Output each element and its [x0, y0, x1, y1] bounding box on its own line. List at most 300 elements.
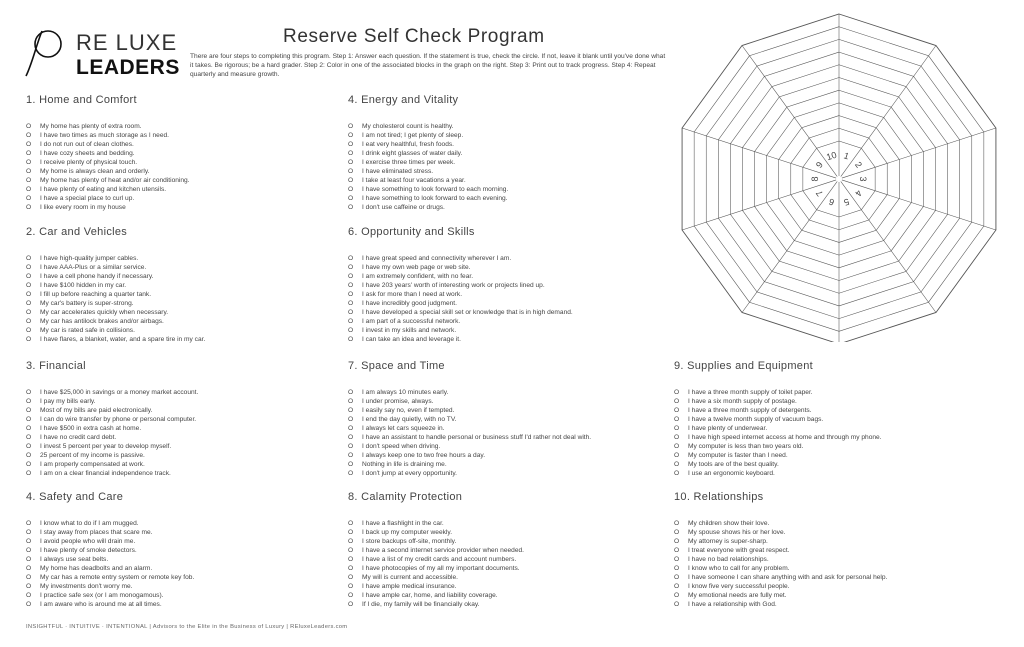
check-circle[interactable]: O — [348, 264, 354, 272]
checklist-item — [348, 308, 668, 317]
checklist-item-text: I have no bad relationships. — [688, 556, 769, 564]
checklist-item-text: My computer is faster than I need. — [688, 452, 788, 460]
checklist-item — [674, 555, 994, 564]
checklist-item-text: I have plenty of eating and kitchen utensils. — [40, 186, 167, 194]
checklist-item — [348, 451, 668, 460]
checklist-item — [348, 167, 668, 176]
checklist-item — [26, 140, 346, 149]
checklist-item — [348, 406, 668, 415]
checklist-item-text: I am always 10 minutes early. — [362, 389, 449, 396]
checklist-item-text: I have a three month supply of detergents. — [688, 407, 812, 415]
checklist-item-text: My will is current and accessible. — [362, 574, 459, 582]
check-circle[interactable]: O — [348, 327, 354, 335]
checklist-item — [26, 335, 346, 344]
check-circle[interactable]: O — [674, 452, 680, 460]
check-circle[interactable]: O — [26, 132, 32, 140]
checklist-item — [26, 203, 346, 212]
check-circle[interactable]: O — [348, 309, 354, 317]
check-circle[interactable]: O — [26, 255, 32, 262]
check-circle[interactable]: O — [26, 538, 32, 546]
check-circle[interactable]: O — [348, 318, 354, 326]
section-relationships — [674, 491, 994, 609]
checklist-item-text: I have flares, a blanket, water, and a spare tire in my car. — [40, 336, 206, 344]
checklist-item-text: I have a special place to curl up. — [40, 195, 135, 203]
checklist — [26, 388, 346, 478]
check-circle[interactable]: O — [26, 547, 32, 555]
checklist-item — [26, 131, 346, 140]
check-circle[interactable]: O — [26, 123, 32, 130]
checklist-item-text: I do not run out of clean clothes. — [40, 141, 134, 149]
checklist-item — [348, 185, 668, 194]
check-circle[interactable]: O — [26, 425, 32, 433]
logo-mark-icon — [22, 26, 70, 78]
checklist-item-text: I always let cars squeeze in. — [362, 425, 445, 433]
checklist-item-text: I easily say no, even if tempted. — [362, 407, 455, 415]
check-circle[interactable]: O — [348, 443, 354, 451]
check-circle[interactable]: O — [674, 389, 680, 396]
check-circle[interactable]: O — [26, 556, 32, 564]
check-circle[interactable]: O — [348, 336, 354, 344]
checklist-item — [348, 397, 668, 406]
checklist-item — [348, 203, 668, 212]
check-circle[interactable]: O — [348, 273, 354, 281]
check-circle[interactable]: O — [348, 529, 354, 537]
check-circle[interactable]: O — [348, 255, 354, 262]
checklist-item — [348, 326, 668, 335]
checklist-item-text: I pay my bills early. — [40, 398, 96, 406]
checklist-item — [348, 299, 668, 308]
check-circle[interactable]: O — [348, 583, 354, 591]
check-circle[interactable]: O — [348, 601, 354, 609]
checklist-item — [674, 433, 994, 442]
check-circle[interactable]: O — [26, 520, 32, 527]
checklist-item-text: I have a relationship with God. — [688, 601, 777, 609]
checklist-item — [348, 564, 668, 573]
checklist-item — [674, 564, 994, 573]
check-circle[interactable]: O — [674, 601, 680, 609]
check-circle[interactable]: O — [348, 141, 354, 149]
check-circle[interactable]: O — [26, 264, 32, 272]
section-car-vehicles — [26, 226, 346, 344]
section-space-time — [348, 360, 668, 478]
checklist-item — [348, 555, 668, 564]
section-title: 6. Opportunity and Skills — [348, 226, 475, 238]
checklist-item — [348, 194, 668, 203]
checklist-item-text: I don't use caffeine or drugs. — [362, 204, 445, 212]
check-circle[interactable]: O — [674, 470, 680, 478]
checklist-item — [348, 582, 668, 591]
checklist-item — [348, 537, 668, 546]
section-financial — [26, 360, 346, 478]
check-circle[interactable]: O — [348, 520, 354, 527]
checklist-item — [26, 272, 346, 281]
checklist-item — [348, 254, 668, 263]
check-circle[interactable]: O — [26, 529, 32, 537]
logo-text-bottom: LEADERS — [76, 56, 180, 79]
section-calamity-protection — [348, 491, 668, 609]
check-circle[interactable]: O — [674, 556, 680, 564]
section-safety-care — [26, 491, 346, 609]
checklist-item-text: My car is rated safe in collisions. — [40, 327, 135, 335]
checklist-item-text: I have a twelve month supply of vacuum bags. — [688, 416, 824, 424]
checklist-item-text: I have an assistant to handle personal or business stuff I'd rather not deal with. — [362, 434, 592, 442]
checklist-item-text: I have someone I can share anything with and ask for personal help. — [688, 574, 888, 582]
checklist-item — [26, 573, 346, 582]
check-circle[interactable]: O — [674, 434, 680, 442]
check-circle[interactable]: O — [26, 452, 32, 460]
check-circle[interactable]: O — [348, 565, 354, 573]
checklist-item-text: I end the day quietly, with no TV. — [362, 416, 457, 424]
checklist-item-text: I have $25,000 in savings or a money market account. — [40, 389, 199, 396]
checklist-item-text: I exercise three times per week. — [362, 159, 456, 167]
check-circle[interactable]: O — [348, 416, 354, 424]
check-circle[interactable]: O — [674, 520, 680, 527]
checklist-item-text: If I die, my family will be financially okay. — [362, 601, 480, 609]
check-circle[interactable]: O — [348, 123, 354, 130]
check-circle[interactable]: O — [674, 443, 680, 451]
checklist-item — [674, 397, 994, 406]
check-circle[interactable]: O — [674, 574, 680, 582]
checklist-item — [26, 406, 346, 415]
checklist-item-text: I know who to call for any problem. — [688, 565, 790, 573]
checklist-item — [26, 519, 346, 528]
check-circle[interactable]: O — [348, 204, 354, 212]
section-title: 4. Energy and Vitality — [348, 94, 459, 106]
checklist-item — [26, 185, 346, 194]
checklist-item — [348, 591, 668, 600]
checklist-item-text: I eat very healthful, fresh foods. — [362, 141, 454, 149]
checklist-item-text: I have high speed internet access at home and through my phone. — [688, 434, 882, 442]
checklist-item-text: I don't jump at every opportunity. — [362, 470, 457, 478]
checklist — [26, 122, 346, 212]
check-circle[interactable]: O — [348, 186, 354, 194]
section-home-comfort — [26, 94, 346, 212]
checklist-item-text: I have a three month supply of toilet paper. — [688, 389, 813, 396]
checklist — [26, 254, 346, 344]
checklist-item — [348, 335, 668, 344]
check-circle[interactable]: O — [26, 204, 32, 212]
check-circle[interactable]: O — [674, 529, 680, 537]
check-circle[interactable]: O — [26, 273, 32, 281]
check-circle[interactable]: O — [348, 434, 354, 442]
check-circle[interactable]: O — [26, 389, 32, 396]
checklist-item — [26, 537, 346, 546]
radar-spoke — [841, 181, 936, 312]
footer-tagline: INSIGHTFUL · INTUITIVE · INTENTIONAL | Advisors to the Elite in the Business of Luxury | REluxeLeaders.com — [26, 624, 348, 630]
radar-segment-label: 7 — [813, 188, 825, 199]
check-circle[interactable]: O — [348, 159, 354, 167]
radar-segment-label: 3 — [858, 176, 869, 182]
checklist-item — [26, 582, 346, 591]
checklist-item — [348, 600, 668, 609]
checklist-item — [26, 433, 346, 442]
check-circle[interactable]: O — [26, 186, 32, 194]
check-circle[interactable]: O — [26, 398, 32, 406]
checklist-item — [26, 564, 346, 573]
check-circle[interactable]: O — [26, 574, 32, 582]
checklist — [26, 519, 346, 609]
checklist-item — [26, 299, 346, 308]
checklist-item-text: I have ample medical insurance. — [362, 583, 457, 591]
checklist-item-text: I back up my computer weekly. — [362, 529, 453, 537]
checklist-item — [26, 263, 346, 272]
checklist-item-text: My attorney is super-sharp. — [688, 538, 768, 546]
check-circle[interactable]: O — [674, 407, 680, 415]
radar-segment-label: 2 — [853, 159, 865, 170]
check-circle[interactable]: O — [26, 461, 32, 469]
section-supplies-equipment — [674, 360, 994, 478]
check-circle[interactable]: O — [348, 398, 354, 406]
check-circle[interactable]: O — [26, 592, 32, 600]
checklist-item-text: 25 percent of my income is passive. — [40, 452, 145, 460]
check-circle[interactable]: O — [348, 407, 354, 415]
checklist-item-text: I know five very successful people. — [688, 583, 790, 591]
checklist-item — [26, 308, 346, 317]
checklist-item-text: I invest in my skills and network. — [362, 327, 457, 335]
radar-segment-label: 1 — [842, 150, 851, 162]
checklist-item-text: I can take an idea and leverage it. — [362, 336, 461, 344]
check-circle[interactable]: O — [348, 470, 354, 478]
checklist-item — [674, 442, 994, 451]
radar-segment-label: 9 — [813, 159, 825, 170]
check-circle[interactable]: O — [26, 318, 32, 326]
checklist-item — [26, 397, 346, 406]
section-opportunity-skills — [348, 226, 668, 344]
checklist-item — [348, 149, 668, 158]
checklist-item — [674, 424, 994, 433]
checklist-item — [26, 290, 346, 299]
checklist-item — [348, 317, 668, 326]
checklist-item-text: I have developed a special skill set or knowledge that is in high demand. — [362, 309, 573, 317]
progress-radar-graph[interactable] — [670, 4, 1008, 342]
checklist-item — [26, 122, 346, 131]
section-title: 7. Space and Time — [348, 360, 445, 372]
check-circle[interactable]: O — [26, 291, 32, 299]
check-circle[interactable]: O — [348, 538, 354, 546]
check-circle[interactable]: O — [26, 434, 32, 442]
checklist-item — [348, 131, 668, 140]
checklist-item-text: I have plenty of smoke detectors. — [40, 547, 137, 555]
checklist-item-text: I have a six month supply of postage. — [688, 398, 797, 406]
check-circle[interactable]: O — [26, 443, 32, 451]
radar-segment-label: 8 — [809, 176, 820, 182]
checklist-item — [348, 388, 668, 397]
checklist-item — [348, 424, 668, 433]
check-circle[interactable]: O — [674, 547, 680, 555]
check-circle[interactable]: O — [26, 336, 32, 344]
checklist-item — [26, 158, 346, 167]
check-circle[interactable]: O — [26, 309, 32, 317]
check-circle[interactable]: O — [674, 565, 680, 573]
check-circle[interactable]: O — [26, 159, 32, 167]
checklist-item-text: I have photocopies of my all my important documents. — [362, 565, 520, 573]
check-circle[interactable]: O — [26, 583, 32, 591]
check-circle[interactable]: O — [674, 592, 680, 600]
checklist-item-text: My cholesterol count is healthy. — [362, 123, 454, 130]
checklist-item — [26, 591, 346, 600]
check-circle[interactable]: O — [26, 565, 32, 573]
check-circle[interactable]: O — [348, 452, 354, 460]
check-circle[interactable]: O — [348, 592, 354, 600]
checklist-item — [674, 582, 994, 591]
check-circle[interactable]: O — [26, 300, 32, 308]
check-circle[interactable]: O — [348, 389, 354, 396]
checklist-item-text: I store backups off-site, monthly. — [362, 538, 457, 546]
check-circle[interactable]: O — [348, 282, 354, 290]
section-title: 1. Home and Comfort — [26, 94, 137, 106]
checklist-item-text: My home has deadbolts and an alarm. — [40, 565, 153, 573]
checklist-item-text: I don't speed when driving. — [362, 443, 441, 451]
check-circle[interactable]: O — [348, 150, 354, 158]
checklist-item — [674, 591, 994, 600]
check-circle[interactable]: O — [26, 470, 32, 478]
checklist-item — [674, 469, 994, 478]
radar-segment-label: 5 — [842, 196, 851, 208]
check-circle[interactable]: O — [26, 150, 32, 158]
section-title: 2. Car and Vehicles — [26, 226, 128, 238]
check-circle[interactable]: O — [674, 416, 680, 424]
checklist-item-text: I am part of a successful network. — [362, 318, 461, 326]
check-circle[interactable]: O — [348, 461, 354, 469]
check-circle[interactable]: O — [26, 407, 32, 415]
checklist-item-text: I have a second internet service provider when needed. — [362, 547, 525, 555]
check-circle[interactable]: O — [26, 177, 32, 185]
checklist-item-text: My children show their love. — [688, 520, 770, 527]
checklist-item — [348, 158, 668, 167]
radar-spoke — [742, 181, 837, 312]
instructions: There are four steps to completing this program. Step 1: Answer each question. If the statement is true, check the circle. If not, leave it blank until you've done what it takes. Be rigorous; be a hard grader. Step 2: Color in one of the associated blocks in the graph on the right. Step 3: Print out to track progress. Step 4: Repeat quarterly and measure growth. — [190, 53, 666, 79]
checklist-item — [26, 388, 346, 397]
checklist-item-text: My emotional needs are fully met. — [688, 592, 787, 600]
checklist-item-text: My investments don't worry me. — [40, 583, 133, 591]
checklist-item — [348, 469, 668, 478]
checklist-item — [348, 442, 668, 451]
checklist-item — [26, 176, 346, 185]
checklist-item-text: I fill up before reaching a quarter tank. — [40, 291, 152, 299]
checklist-item — [348, 281, 668, 290]
check-circle[interactable]: O — [26, 601, 32, 609]
radar-segment-label: 4 — [853, 188, 865, 199]
page-title: Reserve Self Check Program — [283, 26, 545, 47]
checklist-item — [674, 528, 994, 537]
check-circle[interactable]: O — [348, 291, 354, 299]
checklist-item — [348, 573, 668, 582]
checklist-item-text: I have high-quality jumper cables. — [40, 255, 139, 262]
radar-segment-label: 10 — [825, 149, 838, 163]
checklist-item — [26, 149, 346, 158]
checklist-item-text: I receive plenty of physical touch. — [40, 159, 138, 167]
checklist-item-text: My car's battery is super-strong. — [40, 300, 134, 308]
check-circle[interactable]: O — [26, 141, 32, 149]
check-circle[interactable]: O — [26, 282, 32, 290]
checklist-item — [348, 122, 668, 131]
checklist-item — [674, 573, 994, 582]
section-title: 3. Financial — [26, 360, 86, 372]
checklist-item — [674, 388, 994, 397]
check-circle[interactable]: O — [348, 300, 354, 308]
check-circle[interactable]: O — [348, 195, 354, 203]
check-circle[interactable]: O — [26, 327, 32, 335]
checklist-item-text: My car has antilock brakes and/or airbags. — [40, 318, 164, 326]
checklist-item-text: I have cozy sheets and bedding. — [40, 150, 135, 158]
checklist-item-text: I treat everyone with great respect. — [688, 547, 790, 555]
checklist-item-text: I can do wire transfer by phone or personal computer. — [40, 416, 197, 424]
checklist-item — [348, 415, 668, 424]
checklist-item-text: I am aware who is around me at all times. — [40, 601, 162, 609]
checklist-item-text: My spouse shows his or her love. — [688, 529, 786, 537]
check-circle[interactable]: O — [674, 583, 680, 591]
checklist-item — [348, 263, 668, 272]
checklist-item-text: I have a flashlight in the car. — [362, 520, 444, 527]
checklist-item-text: My home is always clean and orderly. — [40, 168, 150, 176]
checklist-item — [26, 451, 346, 460]
check-circle[interactable]: O — [348, 168, 354, 176]
checklist-item — [26, 281, 346, 290]
check-circle[interactable]: O — [348, 132, 354, 140]
checklist-item — [26, 167, 346, 176]
checklist-item — [348, 433, 668, 442]
check-circle[interactable]: O — [26, 195, 32, 203]
checklist-item-text: I have 203 years' worth of interesting work or projects lined up. — [362, 282, 545, 290]
checklist — [674, 388, 994, 478]
checklist-item-text: I practice safe sex (or I am monogamous). — [40, 592, 164, 600]
check-circle[interactable]: O — [348, 556, 354, 564]
check-circle[interactable]: O — [26, 416, 32, 424]
checklist-item-text: I have eliminated stress. — [362, 168, 434, 176]
check-circle[interactable]: O — [348, 547, 354, 555]
radar-spoke — [841, 46, 936, 177]
checklist-item-text: Nothing in life is draining me. — [362, 461, 447, 469]
checklist-item-text: I stay away from places that scare me. — [40, 529, 153, 537]
checklist-item-text: My car has a remote entry system or remote key fob. — [40, 574, 195, 582]
checklist-item-text: I have two times as much storage as I need. — [40, 132, 170, 140]
checklist-item-text: I have great speed and connectivity wherever I am. — [362, 255, 512, 262]
checklist-item — [674, 546, 994, 555]
check-circle[interactable]: O — [674, 461, 680, 469]
checklist-item-text: I have a list of my credit cards and account numbers. — [362, 556, 517, 564]
checklist-item — [26, 415, 346, 424]
checklist-item — [348, 519, 668, 528]
checklist-item — [674, 537, 994, 546]
checklist-item — [348, 272, 668, 281]
section-title: 9. Supplies and Equipment — [674, 360, 813, 372]
checklist-item — [674, 406, 994, 415]
checklist-item-text: I have my own web page or web site. — [362, 264, 471, 272]
radar-segment-label: 6 — [827, 196, 836, 208]
check-circle[interactable]: O — [674, 398, 680, 406]
checklist — [348, 519, 668, 609]
checklist-item — [26, 194, 346, 203]
check-circle[interactable]: O — [674, 538, 680, 546]
checklist-item — [348, 140, 668, 149]
check-circle[interactable]: O — [348, 574, 354, 582]
checklist-item — [674, 460, 994, 469]
checklist-item-text: I take at least four vacations a year. — [362, 177, 466, 185]
check-circle[interactable]: O — [348, 177, 354, 185]
checklist-item-text: I have a cell phone handy if necessary. — [40, 273, 154, 281]
checklist-item-text: I have $100 hidden in my car. — [40, 282, 127, 290]
brand-logo — [22, 26, 182, 78]
check-circle[interactable]: O — [26, 168, 32, 176]
section-title: 4. Safety and Care — [26, 491, 124, 503]
checklist-item — [26, 528, 346, 537]
checklist-item-text: My car accelerates quickly when necessary. — [40, 309, 169, 317]
check-circle[interactable]: O — [674, 425, 680, 433]
section-title: 10. Relationships — [674, 491, 764, 503]
checklist-item-text: I ask for more than I need at work. — [362, 291, 463, 299]
check-circle[interactable]: O — [348, 425, 354, 433]
checklist-item — [674, 451, 994, 460]
